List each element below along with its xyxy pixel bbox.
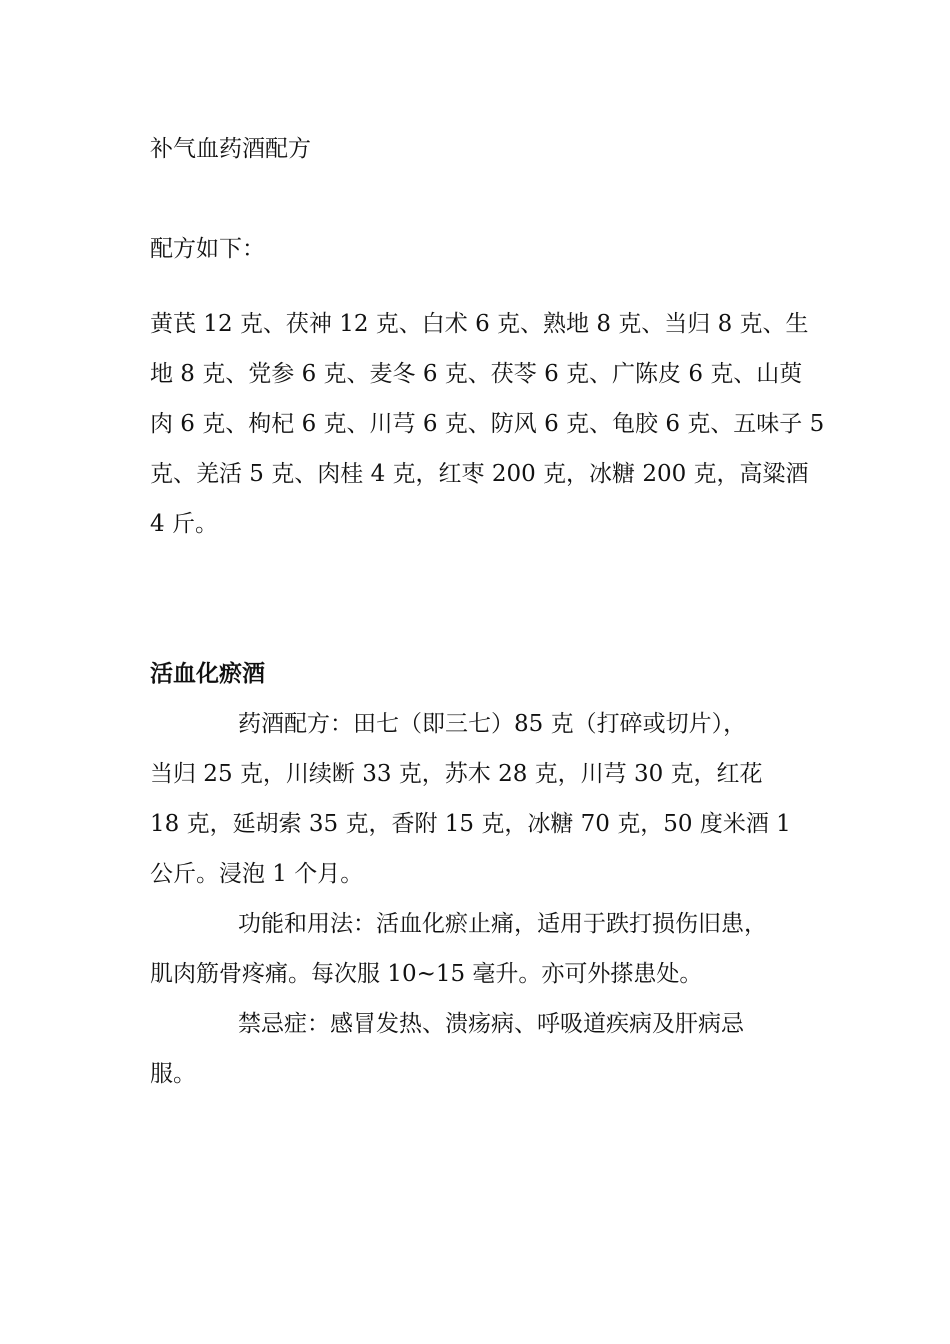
section2-title: 活血化瘀酒 xyxy=(150,660,265,687)
formula-line: 克、羌活 5 克、肉桂 4 克，红枣 200 克，冰糖 200 克，高粱酒 xyxy=(150,461,809,487)
formula-label: 配方如下： xyxy=(150,236,265,262)
recipe-line: 公斤。浸泡 1 个月。 xyxy=(150,861,364,887)
usage-line: 功能和用法：活血化瘀止痛，适用于跌打损伤旧患， xyxy=(238,911,767,937)
formula-line: 黄芪 12 克、茯神 12 克、白术 6 克、熟地 8 克、当归 8 克、生 xyxy=(150,311,809,337)
recipe-line: 18 克，延胡索 35 克，香附 15 克，冰糖 70 克，50 度米酒 1 xyxy=(150,811,791,837)
recipe-line: 当归 25 克，川续断 33 克，苏木 28 克，川芎 30 克，红花 xyxy=(150,761,763,787)
formula-line: 肉 6 克、枸杞 6 克、川芎 6 克、防风 6 克、龟胶 6 克、五味子 5 xyxy=(150,411,825,437)
formula-line: 4 斤。 xyxy=(150,511,218,537)
formula-line: 地 8 克、党参 6 克、麦冬 6 克、茯苓 6 克、广陈皮 6 克、山萸 xyxy=(150,361,803,387)
contraindication-line: 服。 xyxy=(150,1061,196,1087)
contraindication-line: 禁忌症：感冒发热、溃疡病、呼吸道疾病及肝病忌 xyxy=(238,1011,744,1037)
recipe-line: 药酒配方：田七（即三七）85 克（打碎或切片）， xyxy=(238,711,747,737)
section2-body xyxy=(150,699,810,1099)
usage-line: 肌肉筋骨疼痛。每次服 10~15 毫升。亦可外搽患处。 xyxy=(150,961,703,987)
formula-ingredients xyxy=(150,299,825,549)
section1-title: 补气血药酒配方 xyxy=(150,136,311,162)
